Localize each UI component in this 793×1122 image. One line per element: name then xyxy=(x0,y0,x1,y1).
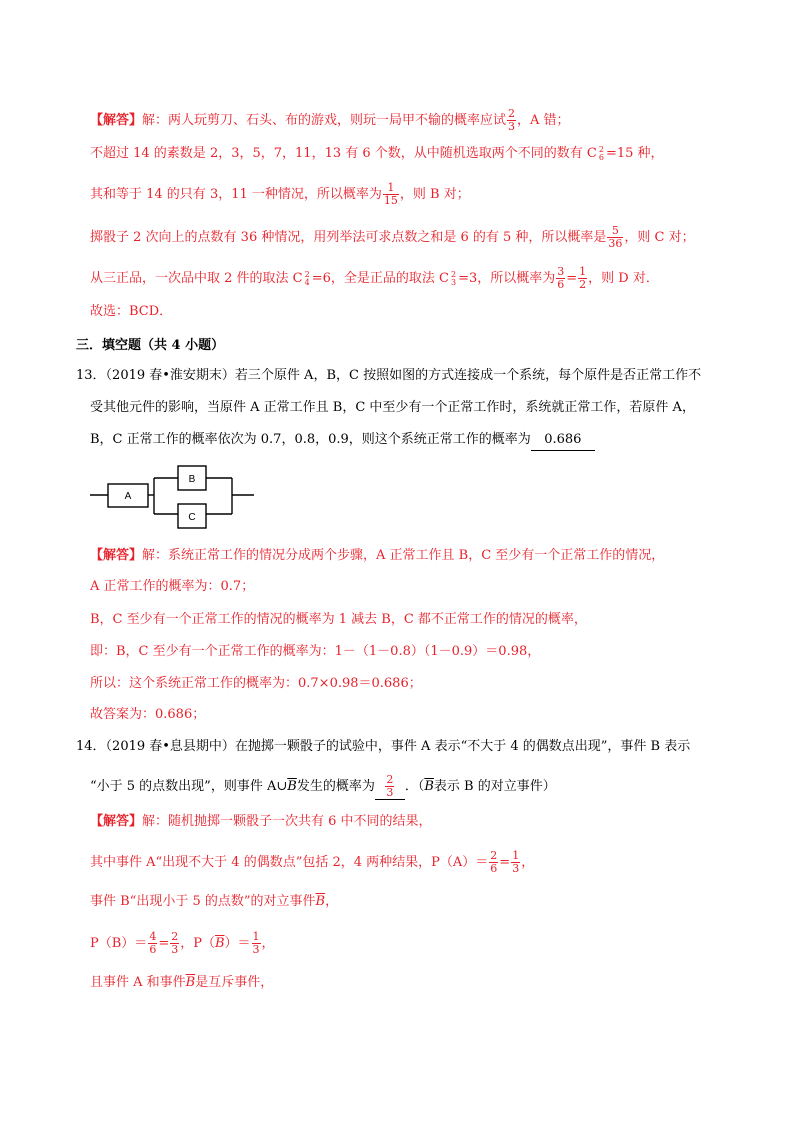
fraction: $\frac{4}{6}$ xyxy=(149,930,157,956)
b-complement: $\overline{B}$ xyxy=(185,975,196,990)
section-title: 三．填空题（共 4 小题） xyxy=(76,338,225,353)
component-a-label: A xyxy=(124,491,132,502)
component-c-label: C xyxy=(188,512,196,523)
circuit-diagram xyxy=(86,458,266,536)
fraction: $\frac{2}{3}$ xyxy=(171,930,179,956)
q12-solution-line-4: 掷骰子 2 次向上的点数有 36 种情况，用列举法可求点数之和是 6 的有 5 种，所以概率是 $\frac{5}{36}$ ，则 C 对； xyxy=(90,224,695,250)
q14-solution-line-2: 其中事件 A“出现不大于 4 的偶数点”包括 2，4 两种结果，P（A）＝ $\frac{2}{6}$ = $\frac{1}{3}$ ， xyxy=(90,849,535,875)
fraction: $\frac{5}{36}$ xyxy=(608,224,623,250)
fraction: $\frac{2}{6}$ xyxy=(490,849,498,875)
q14-solution-line-1: 【解答】解：随机抛掷一颗骰子一次共有 6 中不同的结果， xyxy=(90,814,432,829)
q12-solution-line-1: 【解答】解：两人玩剪刀、石头、布的游戏，则玩一局甲不输的概率应试 $\frac{2}{3}$ ，A 错； xyxy=(90,107,570,133)
combination-index: 2 3 xyxy=(450,269,457,287)
q12-solution-line-6: 故选：BCD． xyxy=(90,304,173,319)
q14-solution-line-5: 且事件 A 和事件$\overline{B}$是互斥事件， xyxy=(90,975,274,990)
q13-line-2: 受其他元件的影响，当原件 A 正常工作且 B，C 中至少有一个正常工作时，系统就正常工作，若原件 A， xyxy=(90,400,695,415)
q14-line-1: 14．（2019 春•息县期中）在抛掷一颗骰子的试验中，事件 A 表示“不大于 4 的偶数点出现”，事件 B 表示 xyxy=(76,739,691,754)
q13-solution-line-5: 所以：这个系统正常工作的概率为：0.7×0.98＝0.686； xyxy=(90,676,422,691)
b-complement: $\overline{B}$ xyxy=(287,779,297,794)
combination-index: 2 6 xyxy=(598,144,604,162)
q12-solution-line-5: 从三正品，一次品中取 2 件的取法 C 2 4 =6，全是正品的取法 C 2 3 =3，所以概率为 $\frac{3}{6}$ = $\frac{1}{2}$ ，则 D 对． xyxy=(90,265,659,291)
q13-line-1: 13．（2019 春•淮安期末）若三个原件 A，B，C 按照如图的方式连接成一个系统，每个原件是否正常工作不 xyxy=(76,368,702,383)
q13-solution-line-6: 故答案为：0.686； xyxy=(90,707,206,722)
q13-solution-line-2: A 正常工作的概率为：0.7； xyxy=(90,579,255,594)
q12-solution-line-3: 其和等于 14 的只有 3，11 一种情况，所以概率为 $\frac{1}{15}$ ，则 B 对； xyxy=(90,181,470,207)
solution-tag: 【解答】 xyxy=(90,548,143,563)
solution-tag: 【解答】 xyxy=(90,814,143,829)
q13-solution-line-4: 即：B，C 至少有一个正常工作的概率为：1－（1－0.8）（1－0.9）＝0.98， xyxy=(90,644,541,659)
fraction: $\frac{1}{3}$ xyxy=(252,930,260,956)
fraction: $\frac{3}{6}$ xyxy=(557,265,565,291)
fraction: $\frac{2}{3}$ xyxy=(508,107,516,133)
q13-solution-line-1: 【解答】解：系统正常工作的情况分成两个步骤，A 正常工作且 B，C 至少有一个正常工作的情况， xyxy=(90,548,665,563)
q14-solution-line-3: 事件 B“出现小于 5 的点数”的对立事件$\overline{B}$， xyxy=(90,894,339,909)
fraction: $\frac{1}{3}$ xyxy=(512,849,520,875)
answer-blank: 0.686 xyxy=(531,430,595,451)
fraction: $\frac{2}{3}$ xyxy=(386,773,394,799)
q14-line-2: “小于 5 的点数出现”，则事件 $A\cup\overline{B}$发生的概率为 $\frac{2}{3}$ ．（$\overline{B}$表示 B 的对立事件） xyxy=(90,773,556,799)
b-complement: $\overline{B}$ xyxy=(424,779,434,794)
answer-blank xyxy=(375,774,405,800)
solution-tag: 【解答】 xyxy=(90,113,143,128)
component-b-label: B xyxy=(188,474,196,485)
fraction: $\frac{1}{15}$ xyxy=(383,181,398,207)
q14-solution-line-4: P（B）＝ $\frac{4}{6}$ = $\frac{2}{3}$ ，$P(\overline{B})=$ $\frac{1}{3}$ ， xyxy=(90,930,275,956)
q13-line-3: B，C 正常工作的概率依次为 0.7，0.8，0.9，则这个系统正常工作的概率为 0.686 xyxy=(90,430,595,451)
q13-solution-line-3: B，C 至少有一个正常工作的情况的概率为 1 减去 B，C 都不正常工作的情况的概率， xyxy=(90,612,587,627)
b-complement: $\overline{B}$ xyxy=(315,894,326,909)
q12-solution-line-2: 不超过 14 的素数是 2，3，5，7，11，13 有 6 个数，从中随机选取两个不同的数有 C 2 6 =15 种， xyxy=(90,144,664,162)
combination-index: 2 4 xyxy=(304,269,310,287)
b-complement: $\overline{B}$ xyxy=(214,936,225,951)
fraction: $\frac{1}{2}$ xyxy=(579,265,587,291)
